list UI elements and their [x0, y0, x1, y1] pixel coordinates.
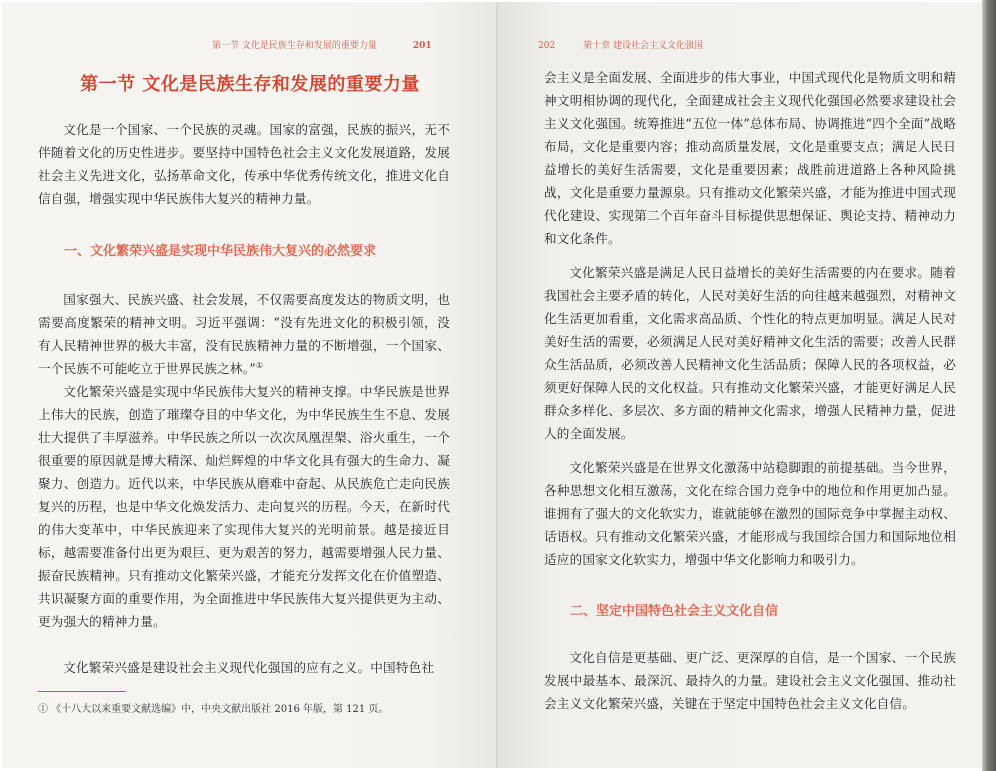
subheading-2: 二、坚定中国特色社会主义文化自信	[570, 604, 779, 619]
right-running-head	[538, 38, 703, 51]
right-paragraph-2: 文化繁荣兴盛是满足人民日益增长的美好生活需要的内在要求。随着我国社会主要矛盾的转化，人民对美好生活的向往越来越强烈，对精神文化生活更加看重，文化需求高品质、个性化的特点更加明显。满足人民对美好生活的需要，必须满足人民对美好精神文化生活的需要；改善人民群众生活品质，必须改善人民精神文化生活品质；保障人民的各项权益，必须更好保障人民的文化权益。只有推动文化繁荣兴盛，才能更好满足人民群众多样化、多层次、多方面的精神文化需求，增强人民精神力量，促进人的全面发展。	[544, 265, 956, 441]
right-page-number: 202	[538, 41, 556, 51]
left-page-number: 201	[412, 41, 432, 51]
right-page	[498, 2, 982, 768]
footnote-divider	[38, 691, 126, 692]
left-running-head	[212, 38, 432, 51]
right-paragraph-3: 文化繁荣兴盛是在世界文化激荡中站稳脚跟的前提基础。当今世界，各种思想文化相互激荡，文化在综合国力竞争中的地位和作用更加凸显。谁拥有了强大的文化软实力，谁就能够在激烈的国际竞争中掌握主动权、话语权。只有推动文化繁荣兴盛，才能形成与我国综合国力和国际地位相适应的国家文化软实力，增强中华文化影响力和吸引力。	[544, 460, 956, 567]
section-title: 第一节 文化是民族生存和发展的重要力量	[80, 74, 420, 95]
intro-paragraph: 文化是一个国家、一个民族的灵魂。国家的富强，民族的振兴，无不伴随着文化的历史性进步。要坚持中国特色社会主义文化发展道路，发展社会主义先进文化，弘扬革命文化，传承中华优秀传统文化，推进文化自信自强，增强实现中华民族伟大复兴的精神力量。	[38, 122, 450, 206]
body-paragraph-1	[38, 288, 450, 380]
subheading-1: 一、文化繁荣兴盛是实现中华民族伟大复兴的必然要求	[64, 244, 377, 259]
book-edge	[982, 0, 996, 771]
footnote: ① 《十八大以来重要文献选编》中，中央文献出版社 2016 年版，第 121 页。	[38, 704, 389, 715]
left-page	[2, 2, 498, 768]
right-paragraph-4: 文化自信是更基础、更广泛、更深厚的自信，是一个国家、一个民族发展中最基本、最深沉、最持久的力量。建设社会主义文化强国、推动社会主义文化繁荣兴盛，关键在于坚定中国特色社会主义文化自信。	[544, 650, 956, 711]
left-running-title: 第一节 文化是民族生存和发展的重要力量	[212, 41, 377, 51]
right-running-title: 第十章 建设社会主义文化强国	[583, 41, 704, 51]
body-paragraph-3: 文化繁荣兴盛是建设社会主义现代化强国的应有之义。中国特色社	[63, 660, 435, 675]
right-paragraph-1: 会主义是全面发展、全面进步的伟大事业，中国式现代化是物质文明和精神文明相协调的现代化，全面建成社会主义现代化强国必然要求建设社会主义文化强国。统筹推进“五位一体”总体布局、协调推进“四个全面”战略布局，文化是重要内容；推动高质量发展，文化是重要支点；满足人民日益增长的美好生活需要，文化是重要因素；战胜前进道路上各种风险挑战，文化是重要力量源泉。只有推动文化繁荣兴盛，才能为推进中国式现代化建设、实现第二个百年奋斗目标提供思想保证、舆论支持、精神动力和文化条件。	[544, 70, 956, 246]
body-paragraph-1-text: 国家强大、民族兴盛、社会发展，不仅需要高度发达的物质文明，也需要高度繁荣的精神文明。习近平强调：“没有先进文化的积极引领，没有人民精神世界的极大丰富，没有民族精神力量的不断增强，一个国家、一个民族不可能屹立于世界民族之林。”	[38, 292, 450, 376]
footnote-reference: ①	[255, 360, 264, 370]
body-paragraph-2: 文化繁荣兴盛是实现中华民族伟大复兴的精神支撑。中华民族是世界上伟大的民族，创造了璀璨夺目的中华文化，为中华民族生生不息、发展壮大提供了丰厚滋养。中华民族之所以一次次凤凰涅槃、浴火重生，一个很重要的原因就是博大精深、灿烂辉煌的中华文化具有强大的生命力、凝聚力、创造力。近代以来，中华民族从磨难中奋起、从民族危亡走向民族复兴的历程，也是中华文化焕发活力、走向复兴的历程。今天，在新时代的伟大变革中，中华民族迎来了实现伟大复兴的光明前景。越是接近目标，越需要准备付出更为艰巨、更为艰苦的努力，越需要增强人民力量、振奋民族精神。只有推动文化繁荣兴盛，才能充分发挥文化在价值塑造、共识凝聚方面的重要作用，为全面推进中华民族伟大复兴提供更为主动、更为强大的精神力量。	[38, 384, 450, 629]
